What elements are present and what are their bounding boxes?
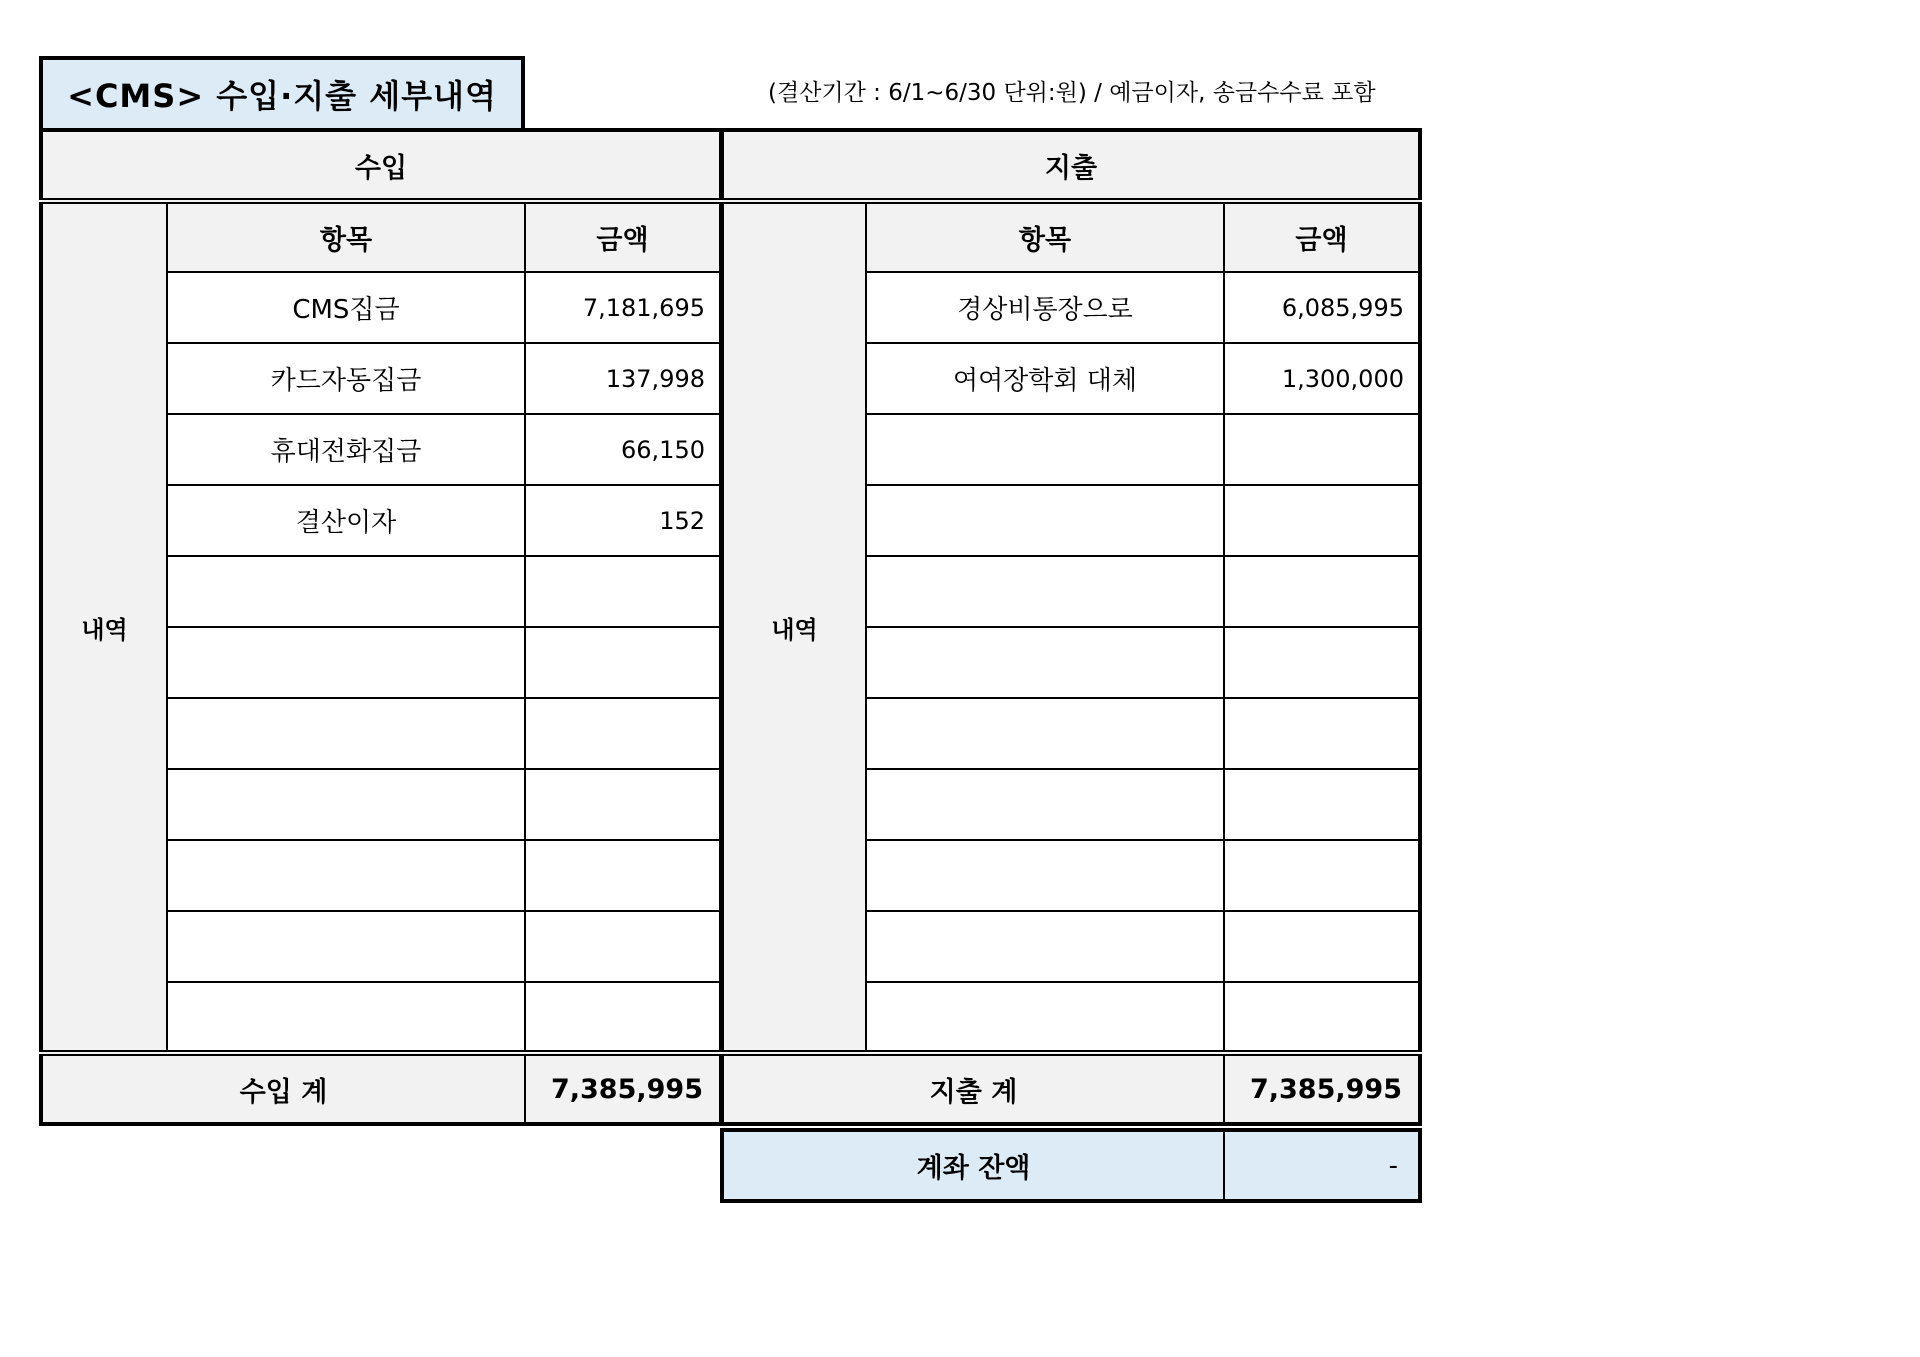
- expense-item-cell: [866, 627, 1224, 698]
- income-amount-cell: [525, 840, 721, 911]
- income-amount-cell: [525, 556, 721, 627]
- expense-item-cell: [866, 414, 1224, 485]
- expense-item-cell: 경상비통장으로: [866, 272, 1224, 343]
- expense-row-label: 내역: [722, 201, 866, 1053]
- expense-amount-cell: [1224, 414, 1420, 485]
- expense-amount-cell: [1224, 769, 1420, 840]
- income-item-cell: [167, 911, 525, 982]
- expense-col-amount: 금액: [1224, 201, 1420, 272]
- expense-item-cell: [866, 982, 1224, 1053]
- income-item-cell: [167, 698, 525, 769]
- income-item-cell: [167, 769, 525, 840]
- income-item-cell: [167, 840, 525, 911]
- income-amount-cell: 66,150: [525, 414, 721, 485]
- expense-amount-cell: [1224, 911, 1420, 982]
- income-section-header: 수입: [41, 130, 721, 201]
- income-total-amount: 7,385,995: [525, 1053, 721, 1124]
- expense-item-cell: 여여장학회 대체: [866, 343, 1224, 414]
- balance-label: 계좌 잔액: [722, 1130, 1224, 1201]
- page-title: <CMS> 수입·지출 세부내역: [39, 56, 525, 128]
- expense-total-row: [722, 1053, 1420, 1124]
- income-amount-cell: [525, 627, 721, 698]
- expense-item-cell: [866, 840, 1224, 911]
- balance-table: [720, 1128, 1422, 1203]
- expense-item-cell: [866, 556, 1224, 627]
- expense-amount-cell: [1224, 627, 1420, 698]
- income-item-cell: [167, 982, 525, 1053]
- income-item-cell: 휴대전화집금: [167, 414, 525, 485]
- balance-amount: -: [1224, 1130, 1420, 1201]
- expense-amount-cell: 6,085,995: [1224, 272, 1420, 343]
- expense-amount-cell: [1224, 556, 1420, 627]
- expense-table: [720, 128, 1422, 1126]
- expense-item-cell: [866, 911, 1224, 982]
- expense-amount-cell: [1224, 698, 1420, 769]
- expense-section-header: 지출: [722, 130, 1420, 201]
- income-table: [39, 128, 723, 1126]
- income-item-cell: 카드자동집금: [167, 343, 525, 414]
- income-item-cell: CMS집금: [167, 272, 525, 343]
- income-item-cell: [167, 556, 525, 627]
- expense-item-cell: [866, 769, 1224, 840]
- expense-amount-cell: [1224, 840, 1420, 911]
- expense-item-cell: [866, 698, 1224, 769]
- expense-amount-cell: [1224, 485, 1420, 556]
- income-amount-cell: 7,181,695: [525, 272, 721, 343]
- expense-item-cell: [866, 485, 1224, 556]
- income-col-item: 항목: [167, 201, 525, 272]
- income-item-cell: 결산이자: [167, 485, 525, 556]
- expense-col-item: 항목: [866, 201, 1224, 272]
- expense-total-label: 지출 계: [722, 1053, 1224, 1124]
- expense-amount-cell: [1224, 982, 1420, 1053]
- income-amount-cell: 137,998: [525, 343, 721, 414]
- income-amount-cell: [525, 698, 721, 769]
- income-amount-cell: [525, 982, 721, 1053]
- expense-amount-cell: 1,300,000: [1224, 343, 1420, 414]
- income-total-label: 수입 계: [41, 1053, 525, 1124]
- income-amount-cell: 152: [525, 485, 721, 556]
- income-col-amount: 금액: [525, 201, 721, 272]
- income-amount-cell: [525, 769, 721, 840]
- income-row-label: 내역: [41, 201, 167, 1053]
- period-note: (결산기간 : 6/1~6/30 단위:원) / 예금이자, 송금수수료 포함: [768, 80, 1376, 106]
- income-amount-cell: [525, 911, 721, 982]
- income-total-row: [41, 1053, 721, 1124]
- income-item-cell: [167, 627, 525, 698]
- expense-total-amount: 7,385,995: [1224, 1053, 1420, 1124]
